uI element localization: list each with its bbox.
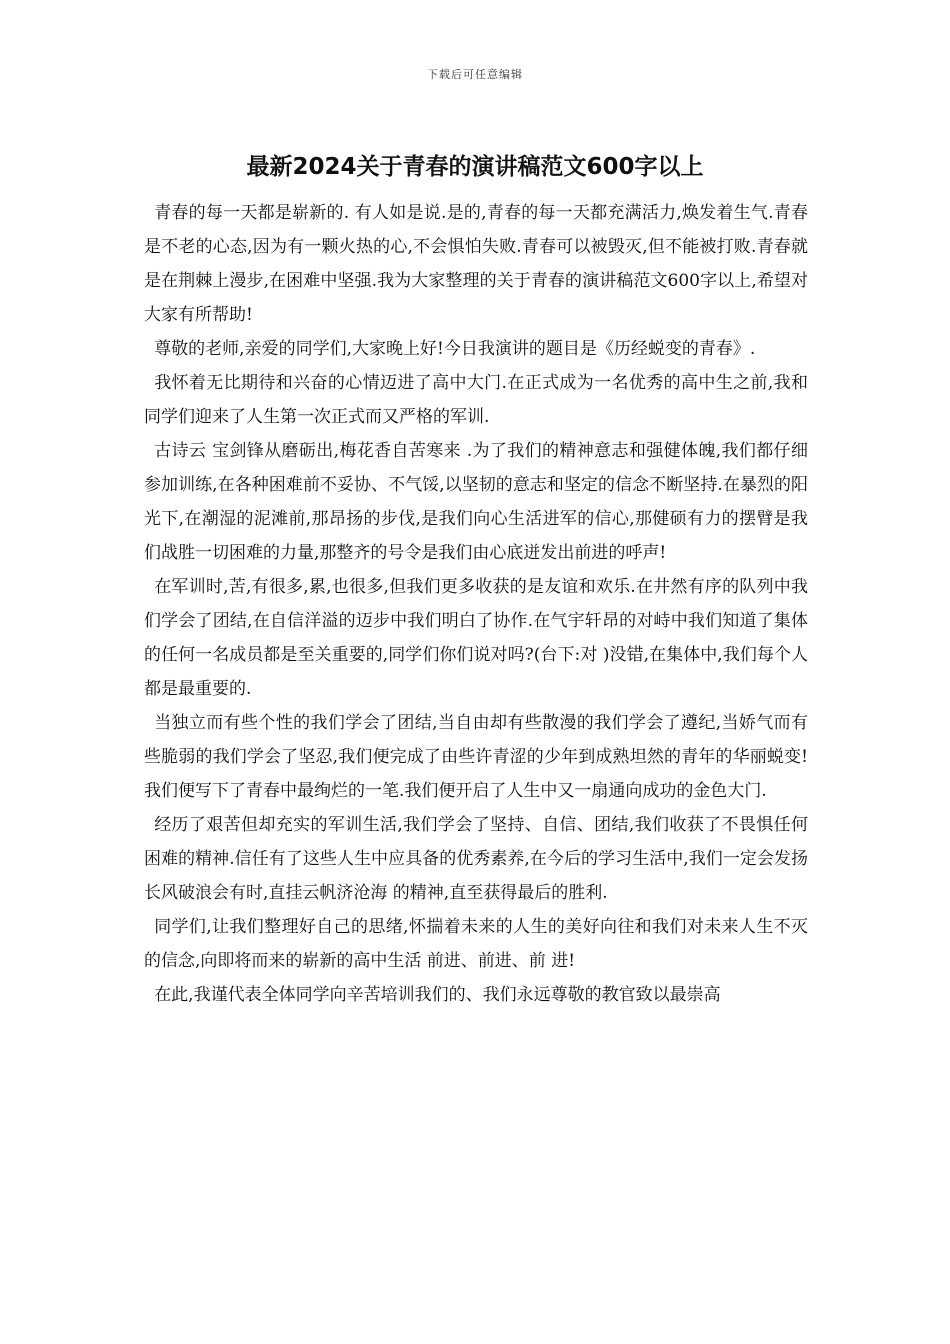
paragraph: 在军训时,苦,有很多,累,也很多,但我们更多收获的是友谊和欢乐.在井然有序的队列中我们学会了团结,在自信洋溢的迈步中我们明白了协作.在气宇轩昂的对峙中我们知道了集体的任何一名成员都是至关重要的,同学们你们说对吗?(台下:对 )没错,在集体中,我们每个人都是最重要的. bbox=[144, 577, 808, 699]
paragraph: 经历了艰苦但却充实的军训生活,我们学会了坚持、自信、团结,我们收获了不畏惧任何困难的精神.信任有了这些人生中应具备的优秀素养,在今后的学习生活中,我们一定会发扬 长风破浪会有时,直挂云帆济沧海 的精神,直至获得最后的胜利. bbox=[144, 815, 808, 903]
paragraph: 当独立而有些个性的我们学会了团结,当自由却有些散漫的我们学会了遵纪,当娇气而有些脆弱的我们学会了坚忍,我们便完成了由些许青涩的少年到成熟坦然的青年的华丽蜕变!我们便写下了青春中最绚烂的一笔.我们便开启了人生中又一扇通向成功的金色大门. bbox=[144, 713, 808, 801]
paragraph: 在此,我谨代表全体同学向辛苦培训我们的、我们永远尊敬的教官致以最崇高 bbox=[154, 985, 721, 1005]
document-title: 最新2024关于青春的演讲稿范文600字以上 bbox=[246, 154, 704, 180]
paragraph: 尊敬的老师,亲爱的同学们,大家晚上好!今日我演讲的题目是《历经蜕变的青春》. bbox=[154, 339, 756, 359]
paragraph: 古诗云 宝剑锋从磨砺出,梅花香自苦寒来 .为了我们的精神意志和强健体魄,我们都仔细参加训练,在各种困难前不妥协、不气馁,以坚韧的意志和坚定的信念不断坚持.在暴烈的阳光下,在潮湿的泥滩前,那昂扬的步伐,是我们向心生活进军的信心,那健硕有力的摆臂是我们战胜一切困难的力量,那整齐的号令是我们由心底迸发出前进的呼声! bbox=[144, 441, 808, 563]
document-body bbox=[144, 196, 808, 1012]
header-note: 下载后可任意编辑 bbox=[427, 68, 523, 81]
paragraph: 青春的每一天都是崭新的. 有人如是说.是的,青春的每一天都充满活力,焕发着生气.青春是不老的心态,因为有一颗火热的心,不会惧怕失败.青春可以被毁灭,但不能被打败.青春就是在荆棘上漫步,在困难中坚强.我为大家整理的关于青春的演讲稿范文600字以上,希望对大家有所帮助! bbox=[144, 203, 808, 325]
paragraph: 我怀着无比期待和兴奋的心情迈进了高中大门.在正式成为一名优秀的高中生之前,我和同学们迎来了人生第一次正式而又严格的军训. bbox=[144, 373, 808, 427]
paragraph: 同学们,让我们整理好自己的思绪,怀揣着未来的人生的美好向往和我们对未来人生不灭的信念,向即将而来的崭新的高中生活 前进、前进、前 进! bbox=[144, 917, 808, 971]
